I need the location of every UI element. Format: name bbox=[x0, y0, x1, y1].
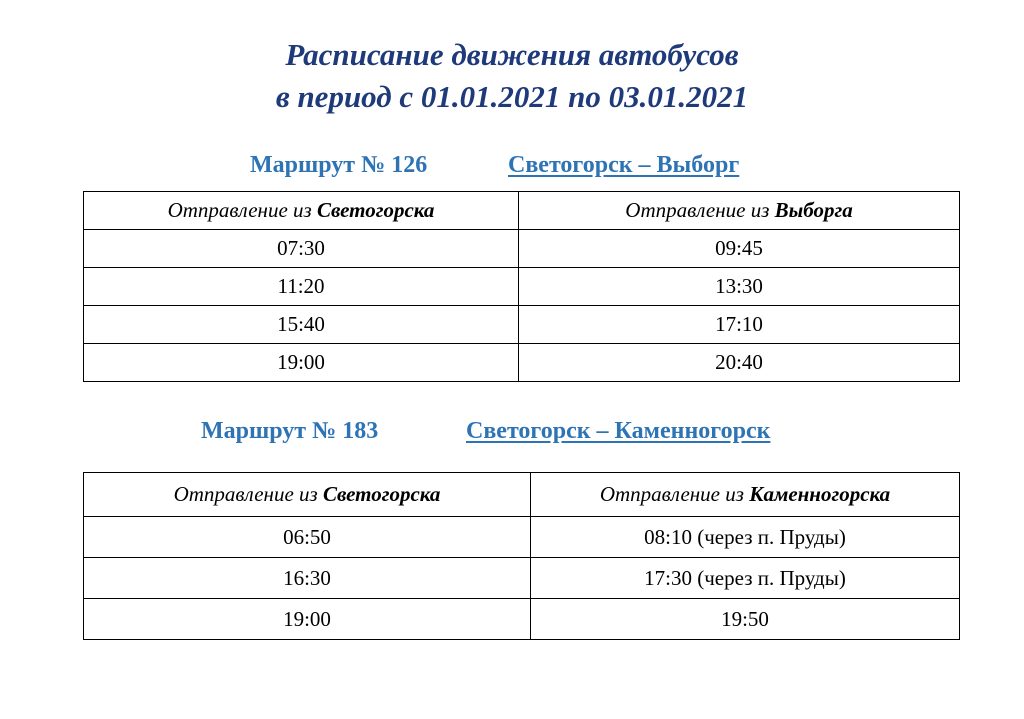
column-header-prefix: Отправление из bbox=[173, 482, 323, 506]
page-title-line-1: Расписание движения автобусов bbox=[285, 37, 739, 72]
table-header-row bbox=[84, 473, 960, 517]
column-header-from-vyborg bbox=[519, 192, 960, 230]
column-header-place: Светогорска bbox=[316, 198, 435, 222]
column-header-place: Светогорска bbox=[322, 482, 441, 506]
departure-time-cell: 19:50 bbox=[531, 599, 960, 640]
departure-time-cell: 13:30 bbox=[519, 268, 960, 306]
route-number: Маршрут № 183 bbox=[201, 418, 379, 444]
table-row bbox=[84, 230, 960, 268]
departure-time-cell: 09:45 bbox=[519, 230, 960, 268]
departure-time-cell: 07:30 bbox=[84, 230, 519, 268]
table-header-row bbox=[84, 192, 960, 230]
column-header-place: Каменногорска bbox=[749, 482, 891, 506]
column-header-from-kamennogorsk bbox=[531, 473, 960, 517]
column-header-prefix: Отправление из bbox=[167, 198, 317, 222]
table-row bbox=[84, 306, 960, 344]
departure-time-cell: 06:50 bbox=[84, 517, 531, 558]
route-name-link[interactable]: Светогорск – Выборг bbox=[508, 152, 740, 178]
route-name-link[interactable]: Светогорск – Каменногорск bbox=[466, 418, 771, 444]
column-header-from-svetogorsk bbox=[84, 473, 531, 517]
route-183-schedule-table bbox=[83, 472, 960, 640]
departure-time-cell: 17:10 bbox=[519, 306, 960, 344]
departure-time-cell: 08:10 (через п. Пруды) bbox=[531, 517, 960, 558]
departure-time-cell: 16:30 bbox=[84, 558, 531, 599]
departure-time-cell: 20:40 bbox=[519, 344, 960, 382]
column-header-place: Выборга bbox=[774, 198, 853, 222]
column-header-prefix: Отправление из bbox=[625, 198, 775, 222]
table-row bbox=[84, 344, 960, 382]
page-title-line-2: в период с 01.01.2021 по 03.01.2021 bbox=[275, 79, 749, 114]
departure-time-cell: 15:40 bbox=[84, 306, 519, 344]
table-row bbox=[84, 599, 960, 640]
departure-time-cell: 11:20 bbox=[84, 268, 519, 306]
table-row bbox=[84, 268, 960, 306]
route-126-schedule-table bbox=[83, 191, 960, 382]
table-row bbox=[84, 558, 960, 599]
column-header-prefix: Отправление из bbox=[599, 482, 750, 506]
table-row bbox=[84, 517, 960, 558]
departure-time-cell: 19:00 bbox=[84, 599, 531, 640]
column-header-from-svetogorsk bbox=[84, 192, 519, 230]
departure-time-cell: 17:30 (через п. Пруды) bbox=[531, 558, 960, 599]
departure-time-cell: 19:00 bbox=[84, 344, 519, 382]
route-number: Маршрут № 126 bbox=[250, 152, 428, 178]
